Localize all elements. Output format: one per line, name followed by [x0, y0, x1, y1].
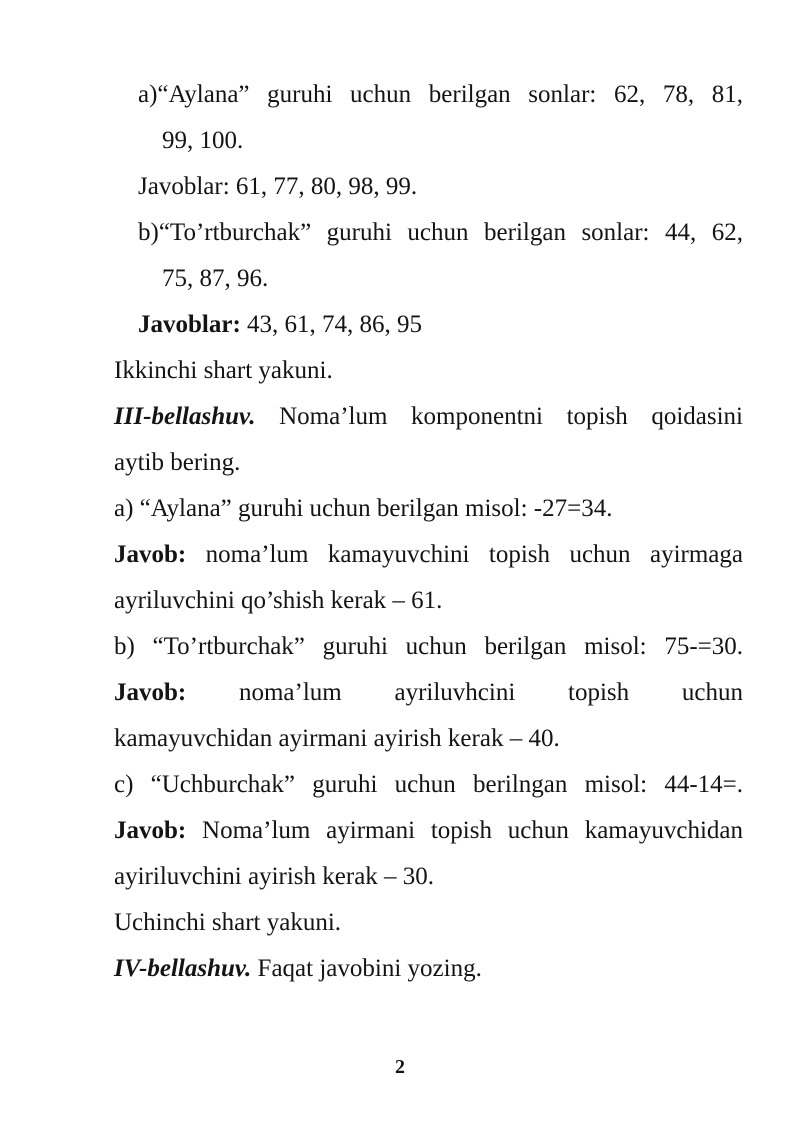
- task-b-answer: [114, 678, 743, 708]
- task-c-answer-continuation: ayiriluvchini ayirish kerak – 30.: [114, 863, 435, 890]
- task-c-answer: [114, 816, 743, 846]
- third-condition-end: Uchinchi shart yakuni.: [114, 909, 342, 936]
- answer-label: Javob:: [114, 541, 187, 568]
- contest-4-task: Faqat javobini yozing.: [251, 955, 482, 982]
- item-b-numbers: [138, 218, 743, 248]
- task-c-example: c) “Uchburchak” guruhi uchun berilngan misol: 44-14=.: [114, 771, 743, 798]
- item-b-answers: [138, 310, 743, 340]
- list-marker-b: b): [138, 219, 159, 246]
- task-b-answer-continuation: kamayuvchidan ayirmani ayirish kerak – 40.: [114, 725, 560, 752]
- answers-values: 43, 61, 74, 86, 95: [240, 311, 423, 338]
- second-condition-end: Ikkinchi shart yakuni.: [114, 357, 333, 384]
- item-a-text: “Aylana” guruhi uchun berilgan sonlar: 62, 78, 81,: [157, 81, 743, 108]
- item-b-text: “To’rtburchak” guruhi uchun berilgan sonlar: 44, 62,: [158, 219, 743, 246]
- item-b-continuation: 75, 87, 96.: [162, 265, 269, 292]
- contest-4-heading: [114, 954, 743, 984]
- list-marker-a: a): [138, 81, 158, 108]
- task-a-example: a) “Aylana” guruhi uchun berilgan misol: -27=34.: [114, 495, 613, 522]
- answer-text: Noma’lum ayirmani topish uchun kamayuvchidan: [186, 817, 743, 844]
- contest-3-label: III-bellashuv.: [114, 403, 256, 430]
- item-a-numbers: [138, 80, 743, 110]
- answers-label: Javoblar:: [138, 311, 241, 338]
- answer-text: noma’lum ayriluvhcini topish uchun: [186, 679, 743, 706]
- task-a-answer: [114, 540, 743, 570]
- answer-label: Javob:: [114, 679, 187, 706]
- contest-3-task-continuation: aytib bering.: [114, 449, 241, 476]
- item-a-continuation: 99, 100.: [162, 127, 244, 154]
- contest-3-heading: [114, 402, 743, 432]
- contest-4-label: IV-bellashuv.: [114, 955, 252, 982]
- answer-label: Javob:: [114, 817, 187, 844]
- page-number: 2: [395, 1056, 405, 1078]
- item-a-answers: Javoblar: 61, 77, 80, 98, 99.: [138, 173, 418, 200]
- answer-text: noma’lum kamayuvchini topish uchun ayirmaga: [186, 541, 743, 568]
- task-b-example: b) “To’rtburchak” guruhi uchun berilgan misol: 75-=30.: [114, 633, 743, 660]
- contest-3-task: Noma’lum komponentni topish qoidasini: [255, 403, 743, 430]
- task-a-answer-continuation: ayriluvchini qo’shish kerak – 61.: [114, 587, 443, 614]
